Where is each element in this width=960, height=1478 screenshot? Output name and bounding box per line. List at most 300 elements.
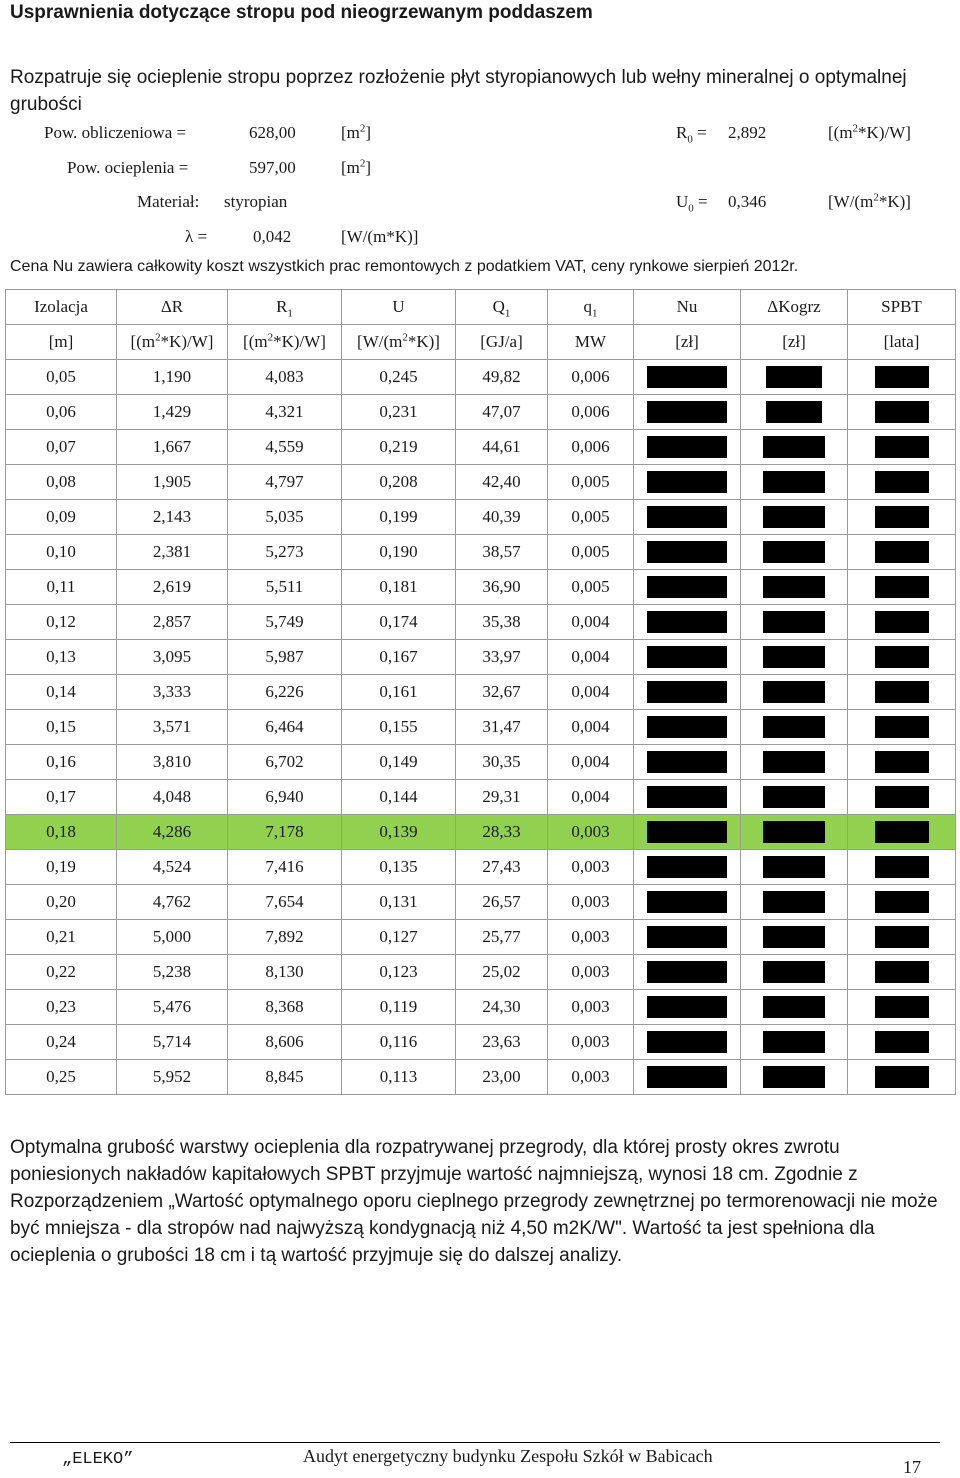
table-cell: 0,005: [548, 500, 634, 535]
redacted-block: [875, 436, 929, 458]
table-row: [6, 675, 956, 710]
table-cell: 0,15: [6, 710, 117, 745]
redacted-block: [647, 611, 727, 633]
table-cell: 0,19: [6, 850, 117, 885]
table-cell: 0,004: [548, 605, 634, 640]
unit-delta-kogrz: [zł]: [741, 325, 848, 360]
table-cell: 0,06: [6, 395, 117, 430]
redacted-block: [875, 716, 929, 738]
pow-obliczeniowa-label: Pow. obliczeniowa =: [44, 123, 187, 142]
table-cell: 2,381: [117, 535, 228, 570]
redacted-delta-kogrz-cell: [741, 640, 848, 675]
table-cell: 5,035: [228, 500, 342, 535]
page-title: Usprawnienia dotyczące stropu pod nieogrzewanym poddaszem: [10, 2, 593, 23]
table-cell: 0,131: [342, 885, 456, 920]
table-cell: 0,003: [548, 1060, 634, 1095]
redacted-nu-cell: [634, 1060, 741, 1095]
table-cell: 0,199: [342, 500, 456, 535]
redacted-block: [875, 366, 929, 388]
redacted-delta-kogrz-cell: [741, 920, 848, 955]
table-row: [6, 710, 956, 745]
redacted-spbt-cell: [848, 745, 956, 780]
table-cell: 0,20: [6, 885, 117, 920]
table-cell: 0,004: [548, 780, 634, 815]
redacted-delta-kogrz-cell: [741, 850, 848, 885]
table-cell: 36,90: [456, 570, 548, 605]
table-cell: 4,286: [117, 815, 228, 850]
table-row: [6, 850, 956, 885]
redacted-block: [766, 366, 822, 388]
redacted-block: [647, 576, 727, 598]
redacted-nu-cell: [634, 535, 741, 570]
table-cell: 0,003: [548, 815, 634, 850]
redacted-delta-kogrz-cell: [741, 675, 848, 710]
table-cell: 6,226: [228, 675, 342, 710]
redacted-delta-kogrz-cell: [741, 780, 848, 815]
table-row: [6, 815, 956, 850]
redacted-block: [875, 576, 929, 598]
table-cell: 31,47: [456, 710, 548, 745]
table-cell: 24,30: [456, 990, 548, 1025]
table-cell: 0,219: [342, 430, 456, 465]
table-cell: 0,116: [342, 1025, 456, 1060]
table-cell: 5,714: [117, 1025, 228, 1060]
redacted-delta-kogrz-cell: [741, 710, 848, 745]
header-nu: Nu: [634, 290, 741, 325]
pow-obliczeniowa-unit: $[m^2]$: [341, 122, 372, 142]
table-row: [6, 1060, 956, 1095]
table-cell: 7,178: [228, 815, 342, 850]
redacted-block: [763, 961, 825, 983]
table-cell: 30,35: [456, 745, 548, 780]
footer-divider: [10, 1442, 940, 1443]
table-cell: 0,21: [6, 920, 117, 955]
table-cell: 0,167: [342, 640, 456, 675]
table-cell: 0,006: [548, 395, 634, 430]
redacted-block: [647, 366, 727, 388]
table-cell: 29,31: [456, 780, 548, 815]
redacted-block: [763, 996, 825, 1018]
table-cell: 0,003: [548, 955, 634, 990]
table-cell: 2,143: [117, 500, 228, 535]
table-cell: 0,161: [342, 675, 456, 710]
redacted-block: [647, 646, 727, 668]
redacted-block: [875, 611, 929, 633]
lambda-value: 0,042: [253, 227, 292, 246]
redacted-block: [763, 891, 825, 913]
table-cell: 0,006: [548, 360, 634, 395]
table-cell: 38,57: [456, 535, 548, 570]
table-cell: 0,24: [6, 1025, 117, 1060]
redacted-nu-cell: [634, 465, 741, 500]
unit-nu: [zł]: [634, 325, 741, 360]
table-cell: 0,25: [6, 1060, 117, 1095]
table-cell: 0,245: [342, 360, 456, 395]
table-cell: 0,003: [548, 920, 634, 955]
redacted-block: [647, 506, 727, 528]
table-cell: 0,14: [6, 675, 117, 710]
table-cell: 8,606: [228, 1025, 342, 1060]
redacted-spbt-cell: [848, 955, 956, 990]
redacted-nu-cell: [634, 850, 741, 885]
table-cell: 0,135: [342, 850, 456, 885]
redacted-block: [875, 471, 929, 493]
redacted-block: [763, 856, 825, 878]
redacted-spbt-cell: [848, 920, 956, 955]
redacted-block: [763, 926, 825, 948]
table-cell: 8,368: [228, 990, 342, 1025]
table-cell: 5,952: [117, 1060, 228, 1095]
redacted-block: [875, 681, 929, 703]
redacted-nu-cell: [634, 395, 741, 430]
redacted-block: [647, 401, 727, 423]
redacted-spbt-cell: [848, 535, 956, 570]
table-cell: 27,43: [456, 850, 548, 885]
table-cell: 5,000: [117, 920, 228, 955]
table-row: [6, 885, 956, 920]
table-cell: 23,00: [456, 1060, 548, 1095]
redacted-block: [763, 471, 825, 493]
table-cell: 1,905: [117, 465, 228, 500]
table-cell: 0,003: [548, 1025, 634, 1060]
table-row: [6, 640, 956, 675]
redacted-spbt-cell: [848, 640, 956, 675]
table-cell: 26,57: [456, 885, 548, 920]
redacted-delta-kogrz-cell: [741, 500, 848, 535]
redacted-spbt-cell: [848, 885, 956, 920]
redacted-block: [875, 1066, 929, 1088]
insulation-table: [5, 289, 956, 1095]
table-cell: 5,476: [117, 990, 228, 1025]
redacted-nu-cell: [634, 640, 741, 675]
redacted-block: [647, 821, 727, 843]
redacted-nu-cell: [634, 605, 741, 640]
unit-q1: [GJ/a]: [456, 325, 548, 360]
redacted-nu-cell: [634, 710, 741, 745]
intro-paragraph: Rozpatruje się ocieplenie stropu poprzez rozłożenie płyt styropianowych lub wełny mineralnej o optymalnej grubości: [10, 67, 907, 115]
table-cell: 0,174: [342, 605, 456, 640]
redacted-block: [647, 471, 727, 493]
table-cell: 0,127: [342, 920, 456, 955]
price-note: Cena Nu zawiera całkowity koszt wszystkich prac remontowych z podatkiem VAT, ceny rynkowe sierpień 2012r.: [10, 258, 799, 275]
redacted-block: [875, 646, 929, 668]
table-row: [6, 605, 956, 640]
redacted-block: [763, 506, 825, 528]
table-cell: 0,11: [6, 570, 117, 605]
redacted-spbt-cell: [848, 500, 956, 535]
table-cell: 0,005: [548, 465, 634, 500]
table-cell: 6,464: [228, 710, 342, 745]
redacted-delta-kogrz-cell: [741, 535, 848, 570]
header-delta-kogrz: ΔKogrz: [741, 290, 848, 325]
redacted-block: [647, 1031, 727, 1053]
redacted-nu-cell: [634, 745, 741, 780]
redacted-block: [763, 611, 825, 633]
pow-ocieplenia-unit: $[m^2]$: [341, 157, 372, 177]
redacted-nu-cell: [634, 955, 741, 990]
table-cell: 1,190: [117, 360, 228, 395]
footer-company: „ELEKO”: [62, 1450, 134, 1469]
redacted-block: [763, 1031, 825, 1053]
table-cell: 5,238: [117, 955, 228, 990]
footer-title: Audyt energetyczny budynku Zespołu Szkół w Babicach: [303, 1446, 713, 1466]
redacted-nu-cell: [634, 780, 741, 815]
r0-unit: $[(m^2*K)/W]$: [828, 122, 911, 142]
redacted-block: [763, 821, 825, 843]
redacted-delta-kogrz-cell: [741, 605, 848, 640]
table-cell: 5,987: [228, 640, 342, 675]
redacted-spbt-cell: [848, 605, 956, 640]
pow-obliczeniowa-value: 628,00: [249, 123, 296, 142]
table-cell: 0,006: [548, 430, 634, 465]
table-cell: 23,63: [456, 1025, 548, 1060]
redacted-block: [875, 961, 929, 983]
redacted-spbt-cell: [848, 675, 956, 710]
redacted-spbt-cell: [848, 815, 956, 850]
table-cell: 40,39: [456, 500, 548, 535]
redacted-spbt-cell: [848, 465, 956, 500]
table-cell: 0,144: [342, 780, 456, 815]
redacted-nu-cell: [634, 500, 741, 535]
header-delta-r: ΔR: [117, 290, 228, 325]
table-cell: 0,119: [342, 990, 456, 1025]
pow-ocieplenia-value: 597,00: [249, 158, 296, 177]
redacted-nu-cell: [634, 1025, 741, 1060]
table-cell: 7,654: [228, 885, 342, 920]
table-row: [6, 430, 956, 465]
redacted-block: [763, 646, 825, 668]
redacted-block: [875, 926, 929, 948]
table-cell: 8,130: [228, 955, 342, 990]
table-cell: 0,231: [342, 395, 456, 430]
table-cell: 3,095: [117, 640, 228, 675]
redacted-spbt-cell: [848, 780, 956, 815]
redacted-spbt-cell: [848, 710, 956, 745]
redacted-block: [647, 891, 727, 913]
table-cell: 0,181: [342, 570, 456, 605]
table-cell: 2,619: [117, 570, 228, 605]
table-cell: 42,40: [456, 465, 548, 500]
header-row: [6, 290, 956, 325]
redacted-block: [647, 996, 727, 1018]
u0-label: $U_0$ =: [676, 192, 708, 215]
redacted-nu-cell: [634, 920, 741, 955]
table-cell: 25,77: [456, 920, 548, 955]
table-row: [6, 745, 956, 780]
table-cell: 4,797: [228, 465, 342, 500]
table-row: [6, 535, 956, 570]
table-cell: 0,10: [6, 535, 117, 570]
table-cell: 0,05: [6, 360, 117, 395]
table-row: [6, 1025, 956, 1060]
redacted-block: [647, 751, 727, 773]
redacted-spbt-cell: [848, 1060, 956, 1095]
redacted-delta-kogrz-cell: [741, 990, 848, 1025]
redacted-block: [763, 1066, 825, 1088]
table-cell: 0,004: [548, 675, 634, 710]
table-cell: 8,845: [228, 1060, 342, 1095]
table-cell: 28,33: [456, 815, 548, 850]
redacted-block: [763, 751, 825, 773]
r0-label: $R_0$ =: [676, 123, 707, 146]
r0-value: 2,892: [728, 123, 767, 142]
table-cell: 47,07: [456, 395, 548, 430]
table-cell: 0,13: [6, 640, 117, 675]
table-row: [6, 395, 956, 430]
table-cell: 4,083: [228, 360, 342, 395]
redacted-spbt-cell: [848, 395, 956, 430]
table-row: [6, 955, 956, 990]
redacted-delta-kogrz-cell: [741, 570, 848, 605]
redacted-block: [647, 1066, 727, 1088]
redacted-delta-kogrz-cell: [741, 745, 848, 780]
lambda-unit: [W/(m*K)]: [341, 227, 419, 246]
table-cell: 49,82: [456, 360, 548, 395]
table-row: [6, 780, 956, 815]
table-cell: 0,16: [6, 745, 117, 780]
header-q1: $Q_1$: [456, 290, 548, 325]
units-row: [6, 325, 956, 360]
redacted-delta-kogrz-cell: [741, 1025, 848, 1060]
redacted-spbt-cell: [848, 360, 956, 395]
table-row: [6, 500, 956, 535]
table-cell: 5,511: [228, 570, 342, 605]
redacted-block: [763, 576, 825, 598]
redacted-block: [647, 436, 727, 458]
table-cell: 5,273: [228, 535, 342, 570]
redacted-block: [647, 681, 727, 703]
redacted-block: [875, 401, 929, 423]
redacted-block: [647, 961, 727, 983]
redacted-delta-kogrz-cell: [741, 395, 848, 430]
table-cell: 0,123: [342, 955, 456, 990]
table-cell: 0,12: [6, 605, 117, 640]
redacted-block: [647, 541, 727, 563]
header-izolacja: Izolacja: [6, 290, 117, 325]
redacted-block: [763, 716, 825, 738]
redacted-delta-kogrz-cell: [741, 815, 848, 850]
redacted-delta-kogrz-cell: [741, 465, 848, 500]
table-cell: 0,18: [6, 815, 117, 850]
table-cell: 0,17: [6, 780, 117, 815]
header-r1: $R_1$: [228, 290, 342, 325]
header-u: U: [342, 290, 456, 325]
header-q1-small: $q_1$: [548, 290, 634, 325]
table-cell: 0,09: [6, 500, 117, 535]
redacted-delta-kogrz-cell: [741, 955, 848, 990]
redacted-block: [763, 786, 825, 808]
table-cell: 4,762: [117, 885, 228, 920]
redacted-block: [763, 436, 825, 458]
redacted-spbt-cell: [848, 990, 956, 1025]
unit-delta-r: $[(m^2*K)/W]$: [117, 325, 228, 360]
table-cell: 44,61: [456, 430, 548, 465]
redacted-nu-cell: [634, 360, 741, 395]
table-cell: 1,667: [117, 430, 228, 465]
table-cell: 0,005: [548, 570, 634, 605]
table-cell: 0,22: [6, 955, 117, 990]
redacted-nu-cell: [634, 815, 741, 850]
redacted-block: [875, 786, 929, 808]
unit-u: $[W/(m^2*K)]$: [342, 325, 456, 360]
redacted-spbt-cell: [848, 570, 956, 605]
table-cell: 2,857: [117, 605, 228, 640]
table-row: [6, 920, 956, 955]
redacted-block: [647, 716, 727, 738]
table-cell: 3,571: [117, 710, 228, 745]
unit-r1: $[(m^2*K)/W]$: [228, 325, 342, 360]
table-cell: 5,749: [228, 605, 342, 640]
table-cell: 7,892: [228, 920, 342, 955]
table-cell: 0,190: [342, 535, 456, 570]
table-cell: 4,524: [117, 850, 228, 885]
redacted-delta-kogrz-cell: [741, 1060, 848, 1095]
redacted-spbt-cell: [848, 1025, 956, 1060]
table-cell: 32,67: [456, 675, 548, 710]
table-cell: 0,149: [342, 745, 456, 780]
table-cell: 0,003: [548, 990, 634, 1025]
redacted-nu-cell: [634, 675, 741, 710]
table-cell: 35,38: [456, 605, 548, 640]
table-cell: 3,333: [117, 675, 228, 710]
table-cell: 6,940: [228, 780, 342, 815]
table-cell: 0,139: [342, 815, 456, 850]
redacted-block: [763, 681, 825, 703]
table-cell: 0,003: [548, 850, 634, 885]
redacted-block: [875, 541, 929, 563]
redacted-nu-cell: [634, 430, 741, 465]
table-cell: 0,08: [6, 465, 117, 500]
redacted-block: [647, 856, 727, 878]
table-cell: 0,208: [342, 465, 456, 500]
redacted-block: [647, 926, 727, 948]
u0-unit: $[W/(m^2*K)]$: [828, 191, 911, 211]
table-cell: 0,004: [548, 710, 634, 745]
table-cell: 0,155: [342, 710, 456, 745]
material-label: Materiał:: [137, 192, 200, 211]
redacted-block: [763, 541, 825, 563]
table-row: [6, 990, 956, 1025]
table-cell: 0,113: [342, 1060, 456, 1095]
redacted-spbt-cell: [848, 430, 956, 465]
redacted-delta-kogrz-cell: [741, 360, 848, 395]
table-cell: 3,810: [117, 745, 228, 780]
redacted-delta-kogrz-cell: [741, 430, 848, 465]
header-spbt: SPBT: [848, 290, 956, 325]
unit-spbt: [lata]: [848, 325, 956, 360]
page-number: 17: [903, 1457, 921, 1477]
table-cell: 4,048: [117, 780, 228, 815]
redacted-block: [875, 996, 929, 1018]
table-cell: 7,416: [228, 850, 342, 885]
redacted-block: [875, 891, 929, 913]
redacted-nu-cell: [634, 885, 741, 920]
table-cell: 6,702: [228, 745, 342, 780]
redacted-block: [875, 821, 929, 843]
redacted-block: [875, 856, 929, 878]
redacted-block: [875, 1031, 929, 1053]
unit-m: [m]: [6, 325, 117, 360]
table-cell: 0,23: [6, 990, 117, 1025]
pow-ocieplenia-label: Pow. ocieplenia =: [67, 158, 189, 177]
redacted-block: [875, 506, 929, 528]
summary-paragraph: Optymalna grubość warstwy ocieplenia dla rozpatrywanej przegrody, dla której prosty okres zwrotu poniesionych nakładów kapitałowych SPBT przyjmuje wartość najmniejszą, wynosi 18 cm. Zgodnie z Rozporządzeniem „Wartość optymalnego oporu cieplnego przegrody zewnętrznej po termorenowacji nie może być mniejsza - dla stropów nad najwyższą kondygnacją niż 4,50 m2K/W". Wartość ta jest spełniona dla ocieplenia o grubości 18 cm i tą wartość przyjmuje się do dalszej analizy.: [10, 1137, 938, 1266]
lambda-label: λ =: [185, 227, 208, 246]
redacted-spbt-cell: [848, 850, 956, 885]
table-row: [6, 570, 956, 605]
unit-q1-small: MW: [548, 325, 634, 360]
table-cell: 0,003: [548, 885, 634, 920]
